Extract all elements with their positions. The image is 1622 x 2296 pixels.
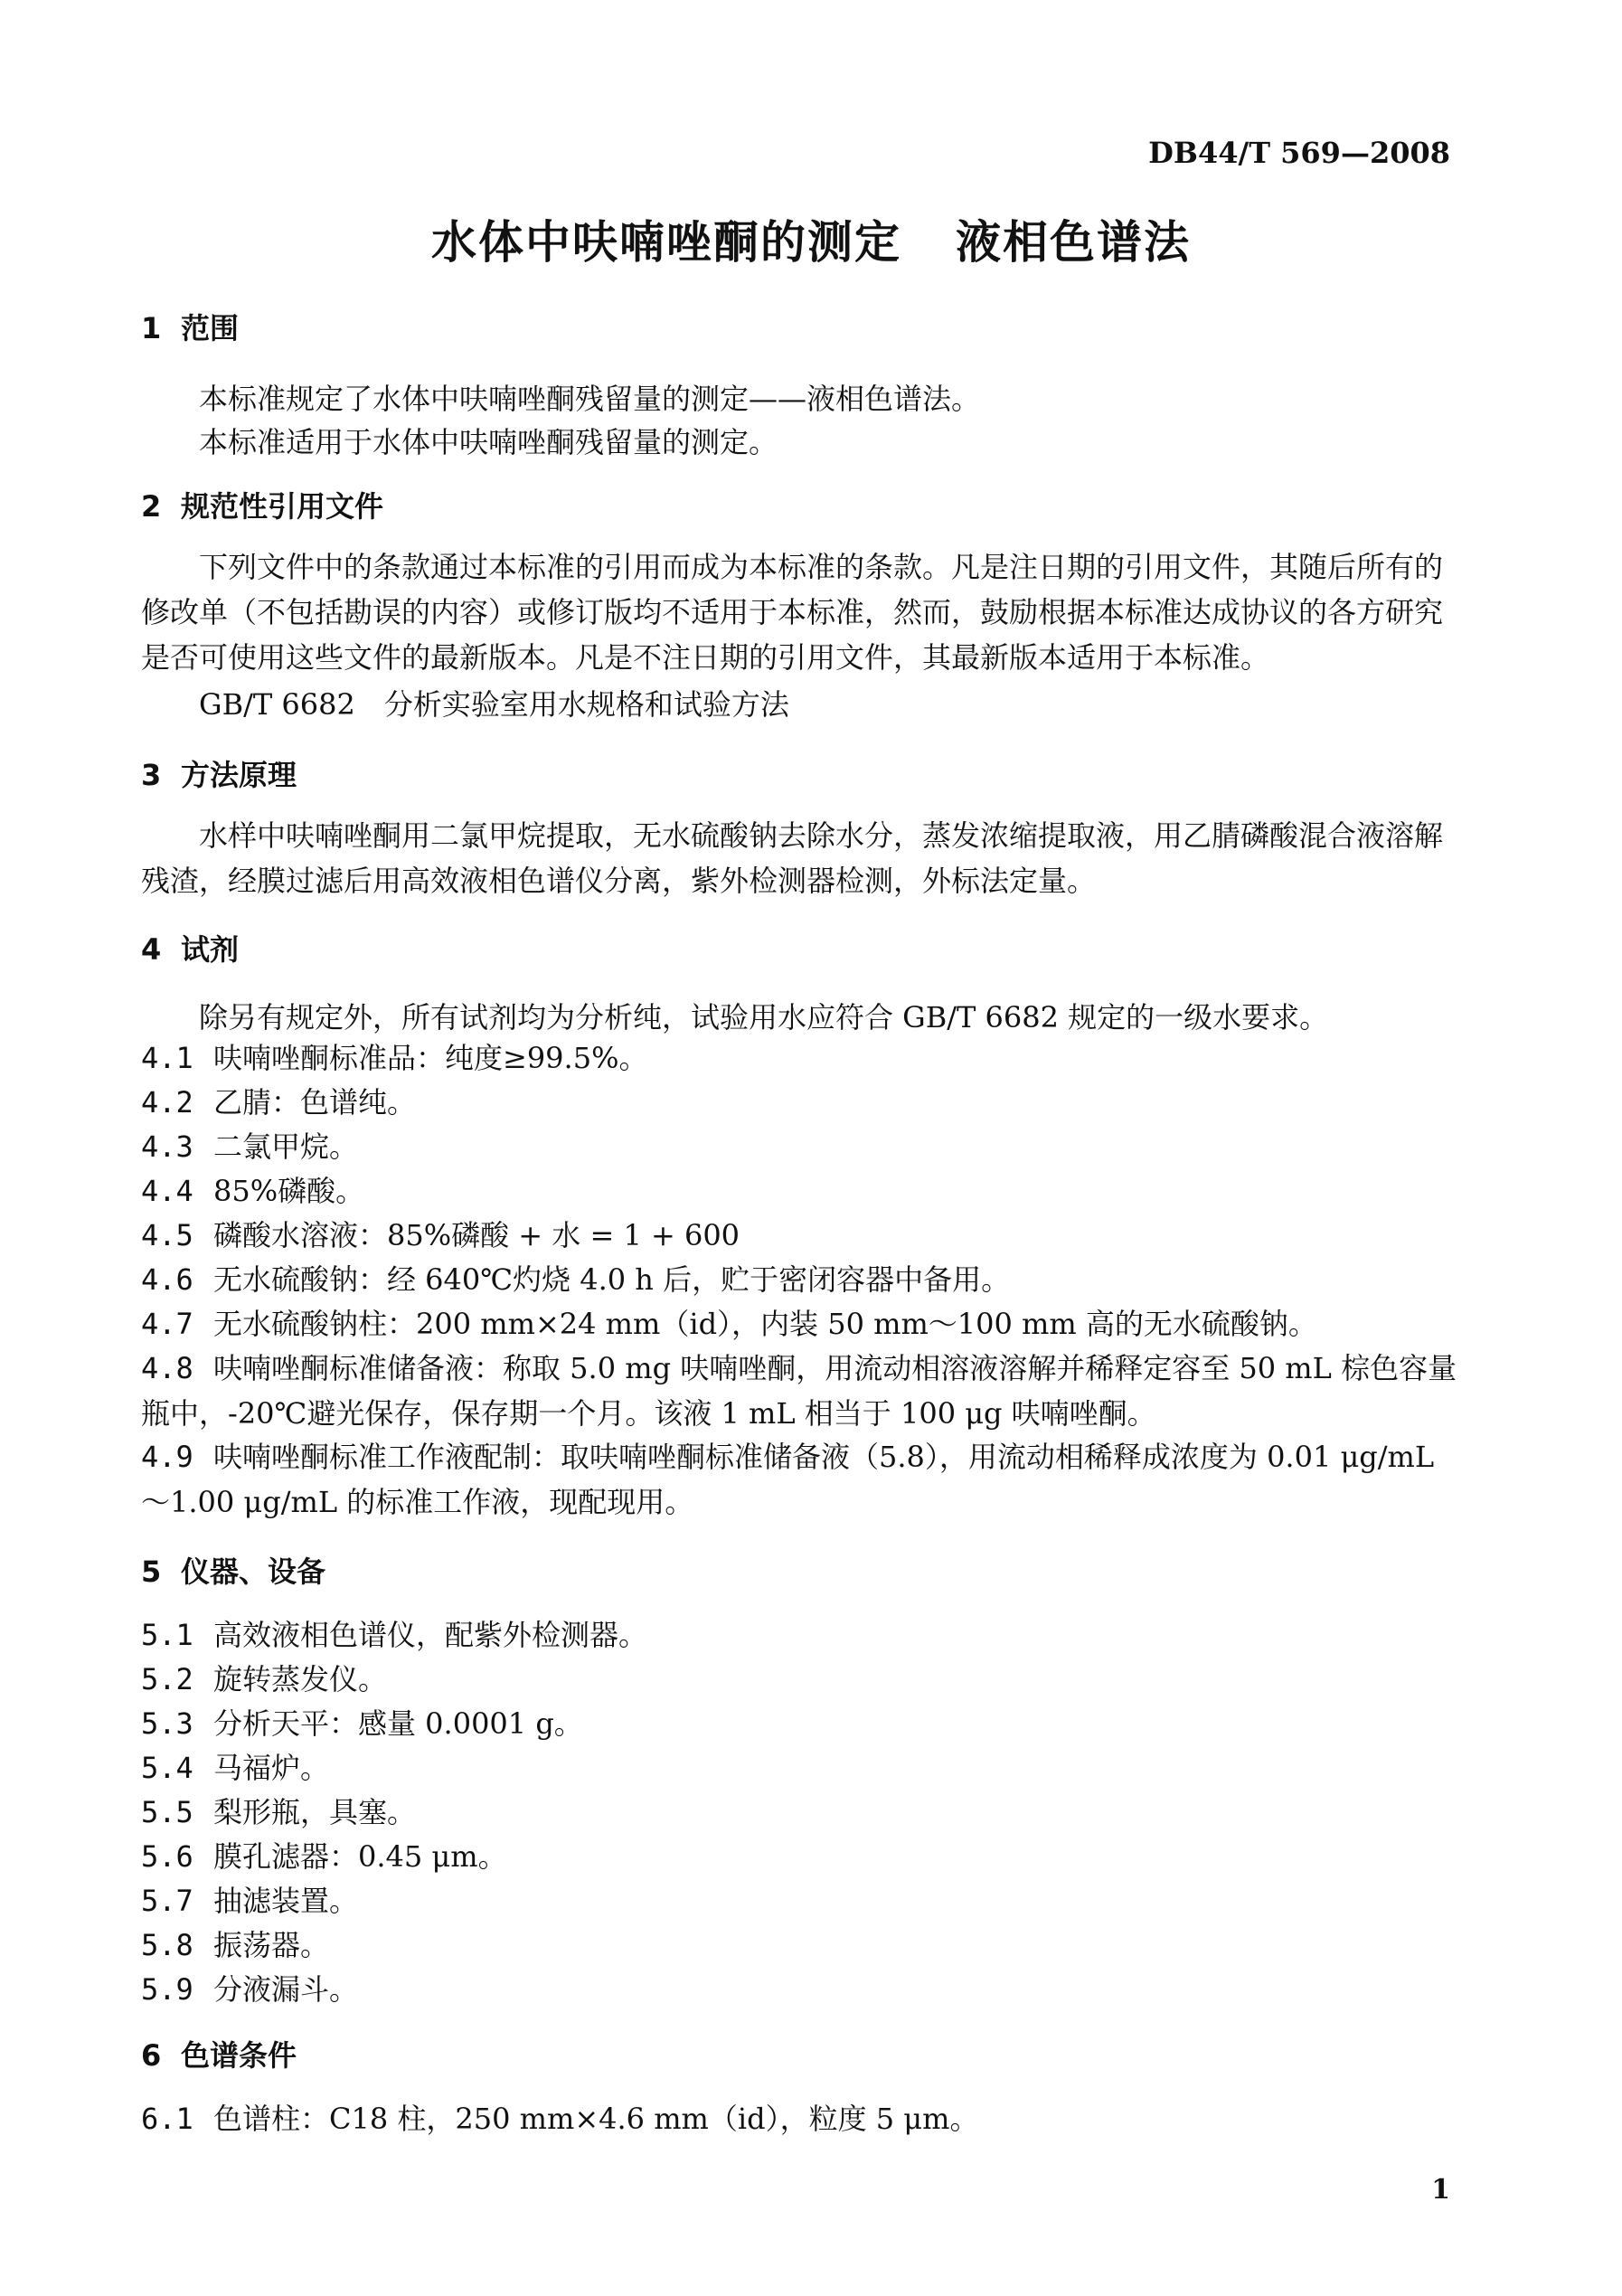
- item-text: 呋喃唑酮标准工作液配制：取呋喃唑酮标准储备液（5.8），用流动相稀释成浓度为 0.01 μg/mL～1.00 μg/mL 的标准工作液，现配现用。: [141, 1440, 1435, 1519]
- item-text: 抽滤装置。: [213, 1884, 359, 1918]
- item-text: 高效液相色谱仪，配紫外检测器。: [213, 1618, 648, 1652]
- item-text: 振荡器。: [213, 1928, 330, 1962]
- item-text: 二氯甲烷。: [213, 1129, 359, 1164]
- item-text: 梨形瓶，具塞。: [213, 1795, 417, 1829]
- item-number: 4.5: [141, 1218, 193, 1252]
- section-number: 4: [141, 932, 162, 967]
- section-heading-1: [141, 306, 239, 347]
- section-heading-3: [141, 752, 297, 794]
- item-number: 5.7: [141, 1884, 193, 1918]
- item-text: 膜孔滤器：0.45 μm。: [213, 1839, 507, 1874]
- list-item: [141, 1878, 1457, 1923]
- item-number: 4.8: [141, 1351, 193, 1385]
- item-text: 色谱柱：C18 柱，250 mm×4.6 mm（id），粒度 5 μm。: [213, 2102, 979, 2136]
- item-text: 旋转蒸发仪。: [213, 1662, 388, 1696]
- paragraph: 下列文件中的条款通过本标准的引用而成为本标准的条款。凡是注日期的引用文件，其随后所有的修改单（不包括勘误的内容）或修订版均不适用于本标准，然而，鼓励根据本标准达成协议的各方研究是否可使用这些文件的最新版本。凡是不注日期的引用文件，其最新版本适用于本标准。: [141, 550, 1444, 675]
- item-text: 呋喃唑酮标准储备液：称取 5.0 mg 呋喃唑酮，用流动相溶液溶解并稀释定容至 50 mL 棕色容量瓶中，-20℃避光保存，保存期一个月。该液 1 mL 相当于 100 μg 呋喃唑酮。: [141, 1351, 1457, 1431]
- list-item: [141, 1967, 1457, 2012]
- normative-reference: GB/T 6682 分析实验室用水规格和试验方法: [199, 687, 789, 722]
- item-number: 4.9: [141, 1440, 193, 1474]
- item-number: 5.4: [141, 1751, 193, 1785]
- section-title: 规范性引用文件: [181, 489, 384, 524]
- section-number: 6: [141, 2038, 162, 2073]
- list-item: [141, 1213, 1457, 1258]
- list-item: [141, 1434, 1457, 1525]
- item-number: 5.2: [141, 1662, 193, 1696]
- list-item: [141, 1124, 1457, 1169]
- section-heading-2: [141, 484, 383, 525]
- section-title: 仪器、设备: [181, 1554, 326, 1589]
- item-number: 5.8: [141, 1928, 193, 1962]
- section-heading-5: [141, 1549, 325, 1591]
- item-number: 4.3: [141, 1129, 193, 1164]
- section-number: 5: [141, 1554, 162, 1589]
- item-text: 分析天平：感量 0.0001 g。: [213, 1706, 583, 1741]
- paragraph: 本标准适用于水体中呋喃唑酮残留量的测定。: [199, 425, 778, 459]
- standard-number: DB44/T 569—2008: [1148, 136, 1450, 170]
- list-item: [141, 1080, 1457, 1125]
- title-method: 液相色谱法: [956, 216, 1191, 269]
- item-number: 5.6: [141, 1839, 193, 1874]
- item-number: 4.7: [141, 1307, 193, 1341]
- item-text: 马福炉。: [213, 1751, 330, 1785]
- item-text: 无水硫酸钠：经 640℃灼烧 4.0 h 后，贮于密闭容器中备用。: [213, 1262, 1011, 1297]
- section-number: 3: [141, 758, 162, 792]
- item-number: 5.9: [141, 1972, 193, 2007]
- item-text: 分液漏斗。: [213, 1972, 359, 2007]
- item-number: 6.1: [141, 2102, 193, 2136]
- list-item: [141, 1790, 1457, 1835]
- list-item: [141, 1257, 1457, 1302]
- item-text: 呋喃唑酮标准品：纯度≥99.5%。: [213, 1041, 648, 1075]
- item-number: 5.5: [141, 1795, 193, 1829]
- section-heading-4: [141, 927, 239, 968]
- item-number: 4.2: [141, 1085, 193, 1120]
- item-text: 乙腈：色谱纯。: [213, 1085, 417, 1120]
- list-item: [141, 2096, 1457, 2141]
- list-item: [141, 1168, 1457, 1214]
- list-item: [141, 1612, 1457, 1658]
- paragraph: 除另有规定外，所有试剂均为分析纯，试验用水应符合 GB/T 6682 规定的一级水要求。: [199, 1000, 1329, 1035]
- list-item: [141, 1701, 1457, 1746]
- item-number: 5.1: [141, 1618, 193, 1652]
- section-title: 范围: [181, 311, 240, 345]
- item-number: 4.4: [141, 1174, 193, 1208]
- item-number: 4.6: [141, 1262, 193, 1297]
- item-text: 磷酸水溶液：85%磷酸 + 水 = 1 + 600: [213, 1218, 740, 1252]
- document-title: [0, 206, 1622, 271]
- list-item: [141, 1657, 1457, 1702]
- section-title: 试剂: [181, 932, 240, 967]
- item-text: 无水硫酸钠柱：200 mm×24 mm（id），内装 50 mm～100 mm 高的无水硫酸钠。: [213, 1307, 1317, 1341]
- list-item: [141, 1035, 1457, 1081]
- list-item: [141, 1834, 1457, 1879]
- list-item: [141, 1346, 1457, 1436]
- item-number: 4.1: [141, 1041, 193, 1075]
- paragraph: 水样中呋喃唑酮用二氯甲烷提取，无水硫酸钠去除水分，蒸发浓缩提取液，用乙腈磷酸混合液溶解残渣，经膜过滤后用高效液相色谱仪分离，紫外检测器检测，外标法定量。: [141, 818, 1444, 898]
- list-item: [141, 1923, 1457, 1968]
- list-item: [141, 1301, 1457, 1346]
- page-number: 1: [1431, 2174, 1450, 2206]
- section-title: 方法原理: [181, 758, 297, 792]
- title-main: 水体中呋喃唑酮的测定: [431, 216, 901, 269]
- list-item: [141, 1745, 1457, 1791]
- item-text: 85%磷酸。: [213, 1174, 365, 1208]
- section-title: 色谱条件: [181, 2038, 297, 2073]
- section-number: 1: [141, 311, 162, 345]
- paragraph: 本标准规定了水体中呋喃唑酮残留量的测定——液相色谱法。: [199, 382, 981, 416]
- section-heading-6: [141, 2033, 297, 2074]
- section-number: 2: [141, 489, 162, 524]
- item-number: 5.3: [141, 1706, 193, 1741]
